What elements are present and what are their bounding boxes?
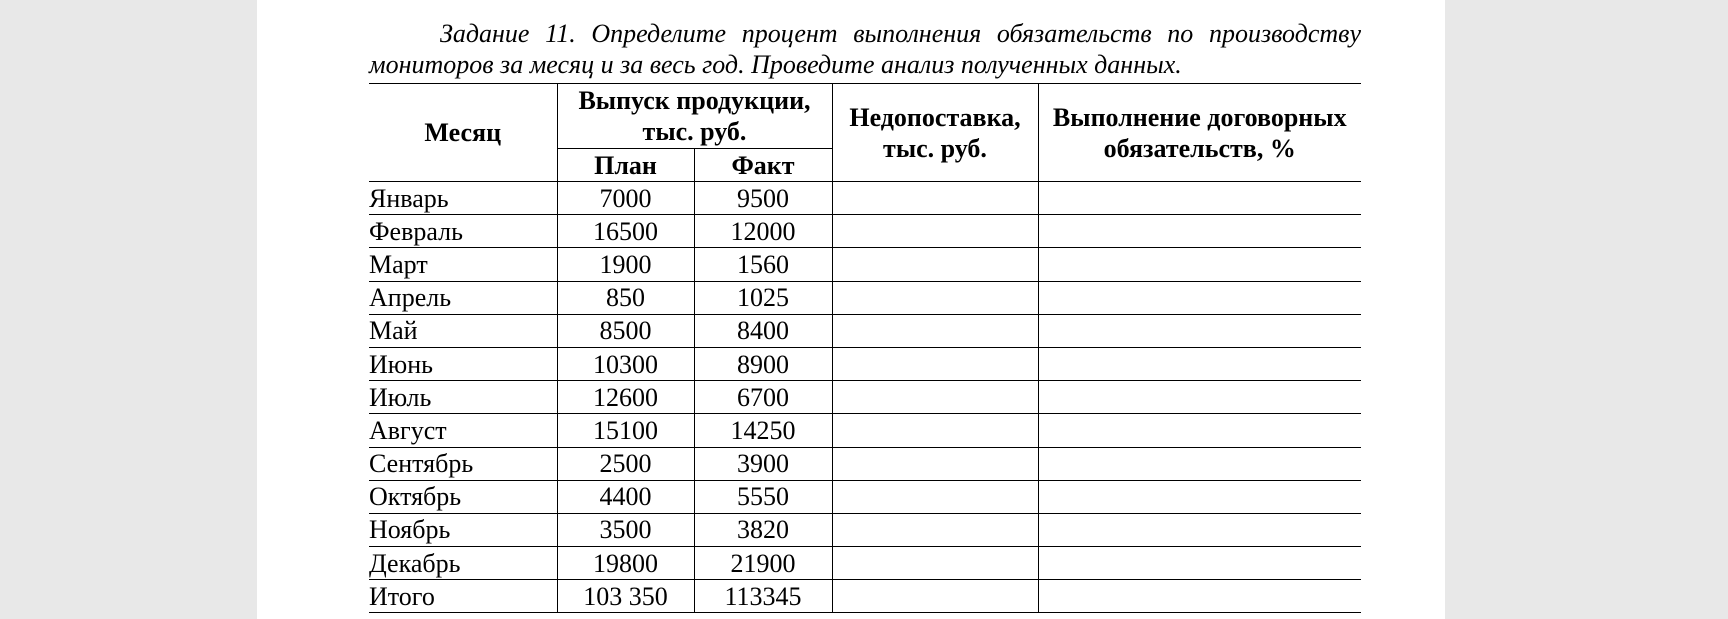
cell-month: Июнь: [369, 347, 557, 380]
cell-fact: 1025: [694, 281, 832, 314]
cell-plan: 103 350: [557, 580, 694, 613]
cell-plan: 19800: [557, 547, 694, 580]
table-row: [369, 513, 1361, 546]
production-table: [369, 83, 1361, 613]
cell-performance: [1038, 513, 1361, 546]
cell-shortfall: [832, 314, 1038, 347]
cell-fact: 1560: [694, 248, 832, 281]
cell-fact: 8900: [694, 347, 832, 380]
cell-shortfall: [832, 281, 1038, 314]
cell-performance: [1038, 182, 1361, 215]
table-row: [369, 381, 1361, 414]
table-row: [369, 447, 1361, 480]
cell-month: Сентябрь: [369, 447, 557, 480]
cell-performance: [1038, 347, 1361, 380]
cell-month: Итого: [369, 580, 557, 613]
cell-month: Ноябрь: [369, 513, 557, 546]
cell-fact: 3820: [694, 513, 832, 546]
cell-fact: 6700: [694, 381, 832, 414]
cell-plan: 850: [557, 281, 694, 314]
cell-shortfall: [832, 381, 1038, 414]
cell-plan: 16500: [557, 215, 694, 248]
cell-month: Февраль: [369, 215, 557, 248]
cell-shortfall: [832, 182, 1038, 215]
cell-fact: 8400: [694, 314, 832, 347]
cell-shortfall: [832, 347, 1038, 380]
cell-shortfall: [832, 480, 1038, 513]
cell-fact: 12000: [694, 215, 832, 248]
task-text: Задание 11. Определите процент выполнения обязательств по производству мониторов за месяц и за весь год. Проведите анализ полученных данных.: [369, 19, 1361, 79]
cell-month: Август: [369, 414, 557, 447]
table-row: [369, 414, 1361, 447]
cell-plan: 12600: [557, 381, 694, 414]
header-plan: План: [557, 149, 694, 182]
cell-fact: 21900: [694, 547, 832, 580]
cell-month: Октябрь: [369, 480, 557, 513]
cell-shortfall: [832, 547, 1038, 580]
cell-plan: 15100: [557, 414, 694, 447]
cell-performance: [1038, 547, 1361, 580]
cell-performance: [1038, 215, 1361, 248]
table-row: [369, 215, 1361, 248]
cell-plan: 4400: [557, 480, 694, 513]
table-row: [369, 547, 1361, 580]
cell-fact: 14250: [694, 414, 832, 447]
table-row: [369, 281, 1361, 314]
cell-fact: 9500: [694, 182, 832, 215]
cell-plan: 7000: [557, 182, 694, 215]
cell-month: Июль: [369, 381, 557, 414]
header-month: Месяц: [369, 84, 557, 182]
table-row: [369, 248, 1361, 281]
cell-performance: [1038, 281, 1361, 314]
table-row: [369, 480, 1361, 513]
cell-plan: 10300: [557, 347, 694, 380]
cell-performance: [1038, 414, 1361, 447]
cell-performance: [1038, 580, 1361, 613]
cell-performance: [1038, 480, 1361, 513]
cell-month: Март: [369, 248, 557, 281]
cell-shortfall: [832, 447, 1038, 480]
header-fact: Факт: [694, 149, 832, 182]
cell-fact: 3900: [694, 447, 832, 480]
table-row: [369, 314, 1361, 347]
cell-month: Май: [369, 314, 557, 347]
cell-shortfall: [832, 513, 1038, 546]
table-header-row: [369, 84, 1361, 149]
cell-shortfall: [832, 580, 1038, 613]
cell-shortfall: [832, 414, 1038, 447]
header-output: Выпуск продукции, тыс. руб.: [557, 84, 832, 149]
cell-performance: [1038, 314, 1361, 347]
cell-shortfall: [832, 215, 1038, 248]
cell-performance: [1038, 248, 1361, 281]
cell-month: Апрель: [369, 281, 557, 314]
cell-plan: 3500: [557, 513, 694, 546]
cell-shortfall: [832, 248, 1038, 281]
cell-plan: 8500: [557, 314, 694, 347]
table-row: [369, 182, 1361, 215]
cell-month: Январь: [369, 182, 557, 215]
header-performance: Выполнение договорных обязательств, %: [1038, 84, 1361, 182]
table-body: [369, 182, 1361, 613]
cell-plan: 1900: [557, 248, 694, 281]
cell-performance: [1038, 381, 1361, 414]
header-shortfall: Недопоставка, тыс. руб.: [832, 84, 1038, 182]
cell-fact: 5550: [694, 480, 832, 513]
table-row-total: [369, 580, 1361, 613]
cell-fact: 113345: [694, 580, 832, 613]
cell-performance: [1038, 447, 1361, 480]
cell-plan: 2500: [557, 447, 694, 480]
table-row: [369, 347, 1361, 380]
cell-month: Декабрь: [369, 547, 557, 580]
